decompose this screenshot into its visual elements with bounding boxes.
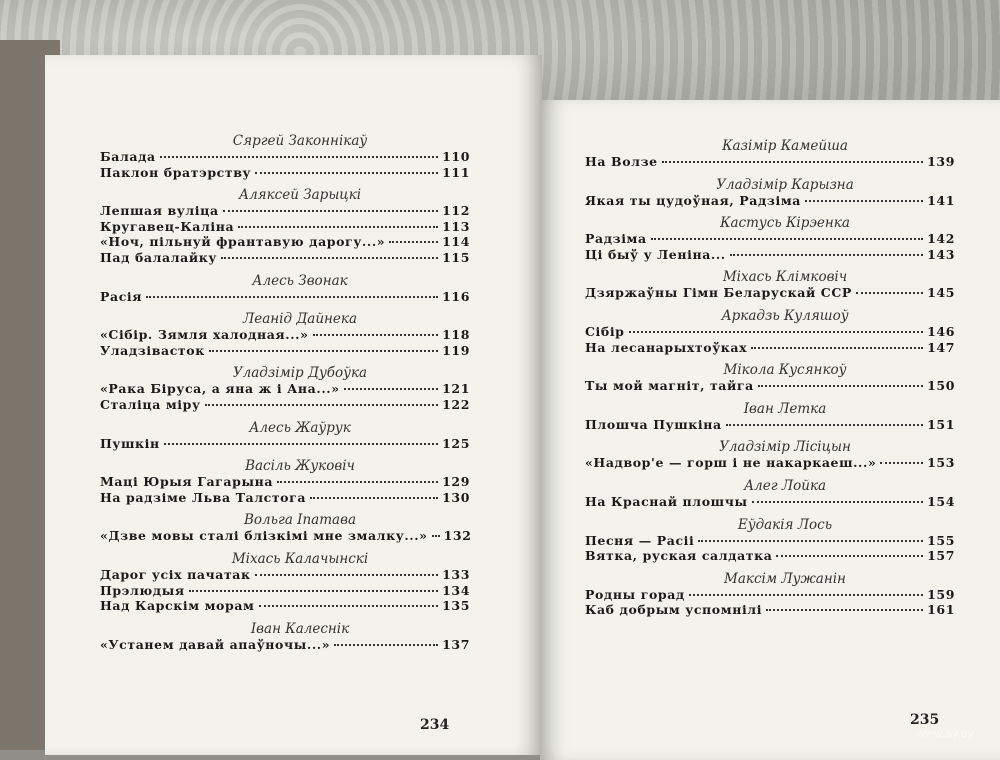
toc-entry — [100, 490, 470, 506]
dot-leader — [730, 254, 923, 256]
toc-entry — [100, 583, 470, 599]
entry-page-number: 143 — [927, 246, 955, 262]
entry-title: Родны горад — [585, 586, 685, 602]
entry-title: «Дзве мовы сталі блізкімі мне змалку...» — [100, 528, 428, 544]
entry-page-number: 119 — [442, 342, 470, 358]
toc-section — [585, 478, 955, 510]
toc-entry — [100, 397, 470, 413]
author-name: Еўдакія Лось — [737, 516, 833, 533]
dot-leader — [766, 609, 923, 611]
entry-page-number: 130 — [442, 489, 470, 505]
toc-section — [585, 517, 955, 564]
entry-page-number: 132 — [443, 528, 472, 544]
dot-leader — [432, 535, 440, 537]
author-name: Казімір Камейша — [722, 138, 848, 154]
entry-page-number: 114 — [442, 234, 470, 250]
entry-page-number: 150 — [927, 378, 955, 394]
entry-page-number: 133 — [442, 566, 470, 582]
entry-title: Вятка, руская салдатка — [585, 548, 773, 564]
toc-section — [585, 362, 955, 394]
entry-page-number: 147 — [927, 339, 955, 355]
author-name: Васіль Жуковіч — [245, 458, 355, 475]
toc-entry — [100, 219, 470, 235]
toc-section — [585, 571, 955, 618]
entry-page-number: 145 — [927, 285, 955, 301]
entry-page-number: 161 — [927, 602, 955, 618]
dot-leader — [856, 292, 923, 294]
author-name: Леанід Дайнека — [242, 311, 358, 328]
toc-section — [100, 621, 470, 653]
entry-title: Лепшая вуліца — [100, 203, 219, 219]
toc-entry — [100, 436, 470, 452]
entry-title: «Сібір. Зямля халодная...» — [100, 327, 309, 343]
toc-entry — [585, 231, 955, 247]
entry-title: Радзіма — [585, 231, 647, 247]
toc-entry — [585, 417, 955, 433]
dot-leader — [726, 424, 923, 426]
toc-section — [100, 133, 470, 180]
toc-section — [100, 551, 470, 614]
toc-entry — [585, 548, 955, 564]
entry-page-number: 157 — [927, 548, 955, 564]
author-name: Аркадзь Куляшоў — [721, 307, 849, 324]
entry-title: Якая ты цудоўная, Радзіма — [585, 192, 801, 208]
entry-page-number: 113 — [442, 218, 470, 234]
entry-title: Песня — Расіі — [585, 532, 695, 548]
entry-title: Плошча Пушкіна — [585, 416, 722, 432]
entry-title: Маці Юрыя Гагарына — [100, 474, 274, 490]
dot-leader — [259, 605, 439, 607]
entry-title: Уладзівасток — [100, 342, 205, 358]
toc-entry — [100, 567, 470, 583]
toc-entry — [585, 154, 955, 170]
dot-leader — [344, 388, 438, 390]
toc-entry — [585, 602, 955, 618]
dot-leader — [805, 200, 923, 202]
dot-leader — [334, 644, 438, 646]
dot-leader — [880, 462, 923, 464]
dot-leader — [752, 501, 924, 503]
right-page — [540, 100, 1000, 760]
toc-entry — [585, 533, 955, 549]
entry-page-number: 155 — [927, 532, 955, 548]
dot-leader — [751, 347, 923, 349]
toc-section — [585, 308, 955, 355]
entry-page-number: 111 — [442, 164, 470, 180]
right-page-number: 235 — [910, 712, 940, 728]
entry-page-number: 139 — [927, 154, 955, 169]
toc-entry — [585, 378, 955, 394]
entry-page-number: 134 — [442, 582, 470, 598]
entry-page-number: 137 — [442, 636, 470, 652]
dot-leader — [651, 238, 923, 240]
dot-leader — [776, 555, 923, 557]
toc-entry — [100, 343, 470, 359]
toc-entry — [585, 247, 955, 263]
toc-entry — [585, 587, 955, 603]
entry-title: На Волзе — [585, 154, 658, 169]
entry-page-number: 129 — [442, 474, 470, 490]
author-name: Уладзімір Карызна — [716, 176, 854, 193]
entry-page-number: 121 — [442, 381, 470, 397]
toc-entry — [100, 327, 470, 343]
dot-leader — [310, 497, 438, 499]
dot-leader — [223, 210, 438, 212]
dot-leader — [277, 481, 438, 483]
dot-leader — [209, 350, 438, 352]
author-name: Іван Калеснік — [250, 620, 350, 637]
toc-section — [100, 365, 470, 412]
toc-section — [100, 273, 470, 305]
entry-page-number: 112 — [442, 203, 470, 219]
author-name: Мікола Кусянкоў — [723, 362, 847, 379]
entry-page-number: 122 — [442, 396, 470, 412]
entry-title: «Надвор'е — горш і не накаркаеш...» — [585, 455, 877, 471]
dot-leader — [238, 226, 438, 228]
toc-section — [585, 138, 955, 170]
toc-entry — [585, 324, 955, 340]
entry-title: Над Карскім морам — [100, 598, 255, 614]
toc-entry — [100, 250, 470, 266]
author-name: Сяргей Законнікаў — [232, 133, 368, 149]
toc-section — [585, 401, 955, 433]
toc-section — [100, 512, 470, 544]
author-name: Максім Лужанін — [724, 570, 846, 587]
dot-leader — [629, 331, 924, 333]
entry-page-number: 125 — [442, 435, 470, 451]
dot-leader — [205, 404, 439, 406]
entry-page-number: 141 — [927, 192, 955, 208]
toc-section — [585, 269, 955, 301]
entry-title: Балада — [100, 149, 156, 164]
dot-leader — [189, 590, 438, 592]
dot-leader — [146, 296, 438, 298]
right-toc-column — [585, 138, 955, 625]
author-name: Алесь Звонак — [252, 272, 348, 289]
left-page — [45, 55, 542, 755]
toc-section — [585, 215, 955, 262]
entry-page-number: 154 — [927, 493, 955, 509]
author-name: Аляксей Зарыцкі — [238, 187, 362, 204]
entry-title: На радзіме Льва Талстога — [100, 489, 307, 505]
dot-leader — [164, 443, 438, 445]
dot-leader — [662, 161, 923, 163]
toc-entry — [100, 234, 470, 250]
dot-leader — [255, 574, 438, 576]
toc-entry — [100, 165, 470, 181]
dot-leader — [221, 257, 438, 259]
toc-entry — [100, 637, 470, 653]
entry-title: «Ноч, пільнуй франтавую дарогу...» — [100, 234, 386, 250]
entry-title: Сібір — [585, 323, 625, 339]
author-name: Кастусь Кірэенка — [720, 215, 850, 232]
author-name: Іван Летка — [743, 400, 827, 417]
toc-section — [100, 458, 470, 505]
toc-section — [100, 311, 470, 358]
toc-section — [100, 420, 470, 452]
author-name: Алег Лойка — [743, 477, 827, 494]
dot-leader — [689, 594, 923, 596]
entry-page-number: 116 — [442, 288, 470, 304]
entry-title: На Краснай плошчы — [585, 493, 748, 509]
entry-page-number: 151 — [927, 416, 955, 432]
dot-leader — [255, 172, 438, 174]
left-toc-column — [100, 133, 470, 659]
toc-entry — [585, 285, 955, 301]
entry-title: Ты мой магніт, тайга — [585, 378, 754, 394]
toc-entry — [100, 381, 470, 397]
entry-title: «Рака Біруса, а яна ж і Ана...» — [100, 381, 340, 397]
entry-page-number: 142 — [927, 231, 955, 247]
toc-section — [585, 177, 955, 209]
dot-leader — [758, 385, 923, 387]
entry-title: На лесанарыхтоўках — [585, 339, 748, 355]
entry-title: Ці быў у Леніна... — [585, 246, 726, 262]
author-name: Алесь Жаўрук — [249, 419, 351, 436]
toc-entry — [585, 455, 955, 471]
left-page-number: 234 — [420, 717, 450, 733]
dot-leader — [160, 156, 438, 158]
dot-leader — [389, 241, 438, 243]
entry-title: Пушкін — [100, 435, 160, 451]
entry-page-number: 115 — [442, 249, 470, 265]
entry-page-number: 118 — [442, 327, 470, 343]
entry-title: Прэлюдыя — [100, 582, 185, 598]
toc-entry — [100, 528, 470, 544]
entry-page-number: 110 — [442, 149, 470, 164]
entry-title: Дзяржаўны Гімн Беларускай ССР — [585, 285, 852, 301]
toc-section — [100, 187, 470, 265]
toc-section — [585, 439, 955, 471]
author-name: Міхась Клімковіч — [722, 269, 848, 286]
toc-entry — [100, 289, 470, 305]
entry-title: Пад балалайку — [100, 249, 217, 265]
entry-title: Расія — [100, 288, 143, 304]
author-name: Уладзімір Дубоўка — [232, 365, 368, 382]
toc-entry — [585, 340, 955, 356]
entry-title: Сталіца міру — [100, 396, 201, 412]
entry-title: Паклон братэрству — [100, 164, 252, 180]
entry-title: Дарог усіх пачатак — [100, 566, 251, 582]
author-name: Міхась Калачынскі — [231, 550, 369, 567]
toc-entry — [100, 149, 470, 165]
entry-page-number: 153 — [927, 455, 955, 471]
author-name: Вольга Іпатава — [244, 512, 356, 529]
entry-page-number: 159 — [927, 586, 955, 602]
dot-leader — [698, 540, 923, 542]
entry-title: «Устанем давай апаўночы...» — [100, 636, 331, 652]
watermark: www.ay.by — [915, 727, 974, 740]
toc-entry — [100, 598, 470, 614]
entry-title: Каб добрым успомнілі — [585, 602, 763, 618]
toc-entry — [100, 203, 470, 219]
entry-title: Кругавец-Каліна — [100, 218, 235, 234]
entry-page-number: 146 — [927, 323, 955, 339]
toc-entry — [100, 474, 470, 490]
toc-entry — [585, 193, 955, 209]
toc-entry — [585, 494, 955, 510]
entry-page-number: 135 — [442, 598, 470, 614]
dot-leader — [313, 334, 439, 336]
author-name: Уладзімір Лісіцын — [719, 439, 851, 456]
